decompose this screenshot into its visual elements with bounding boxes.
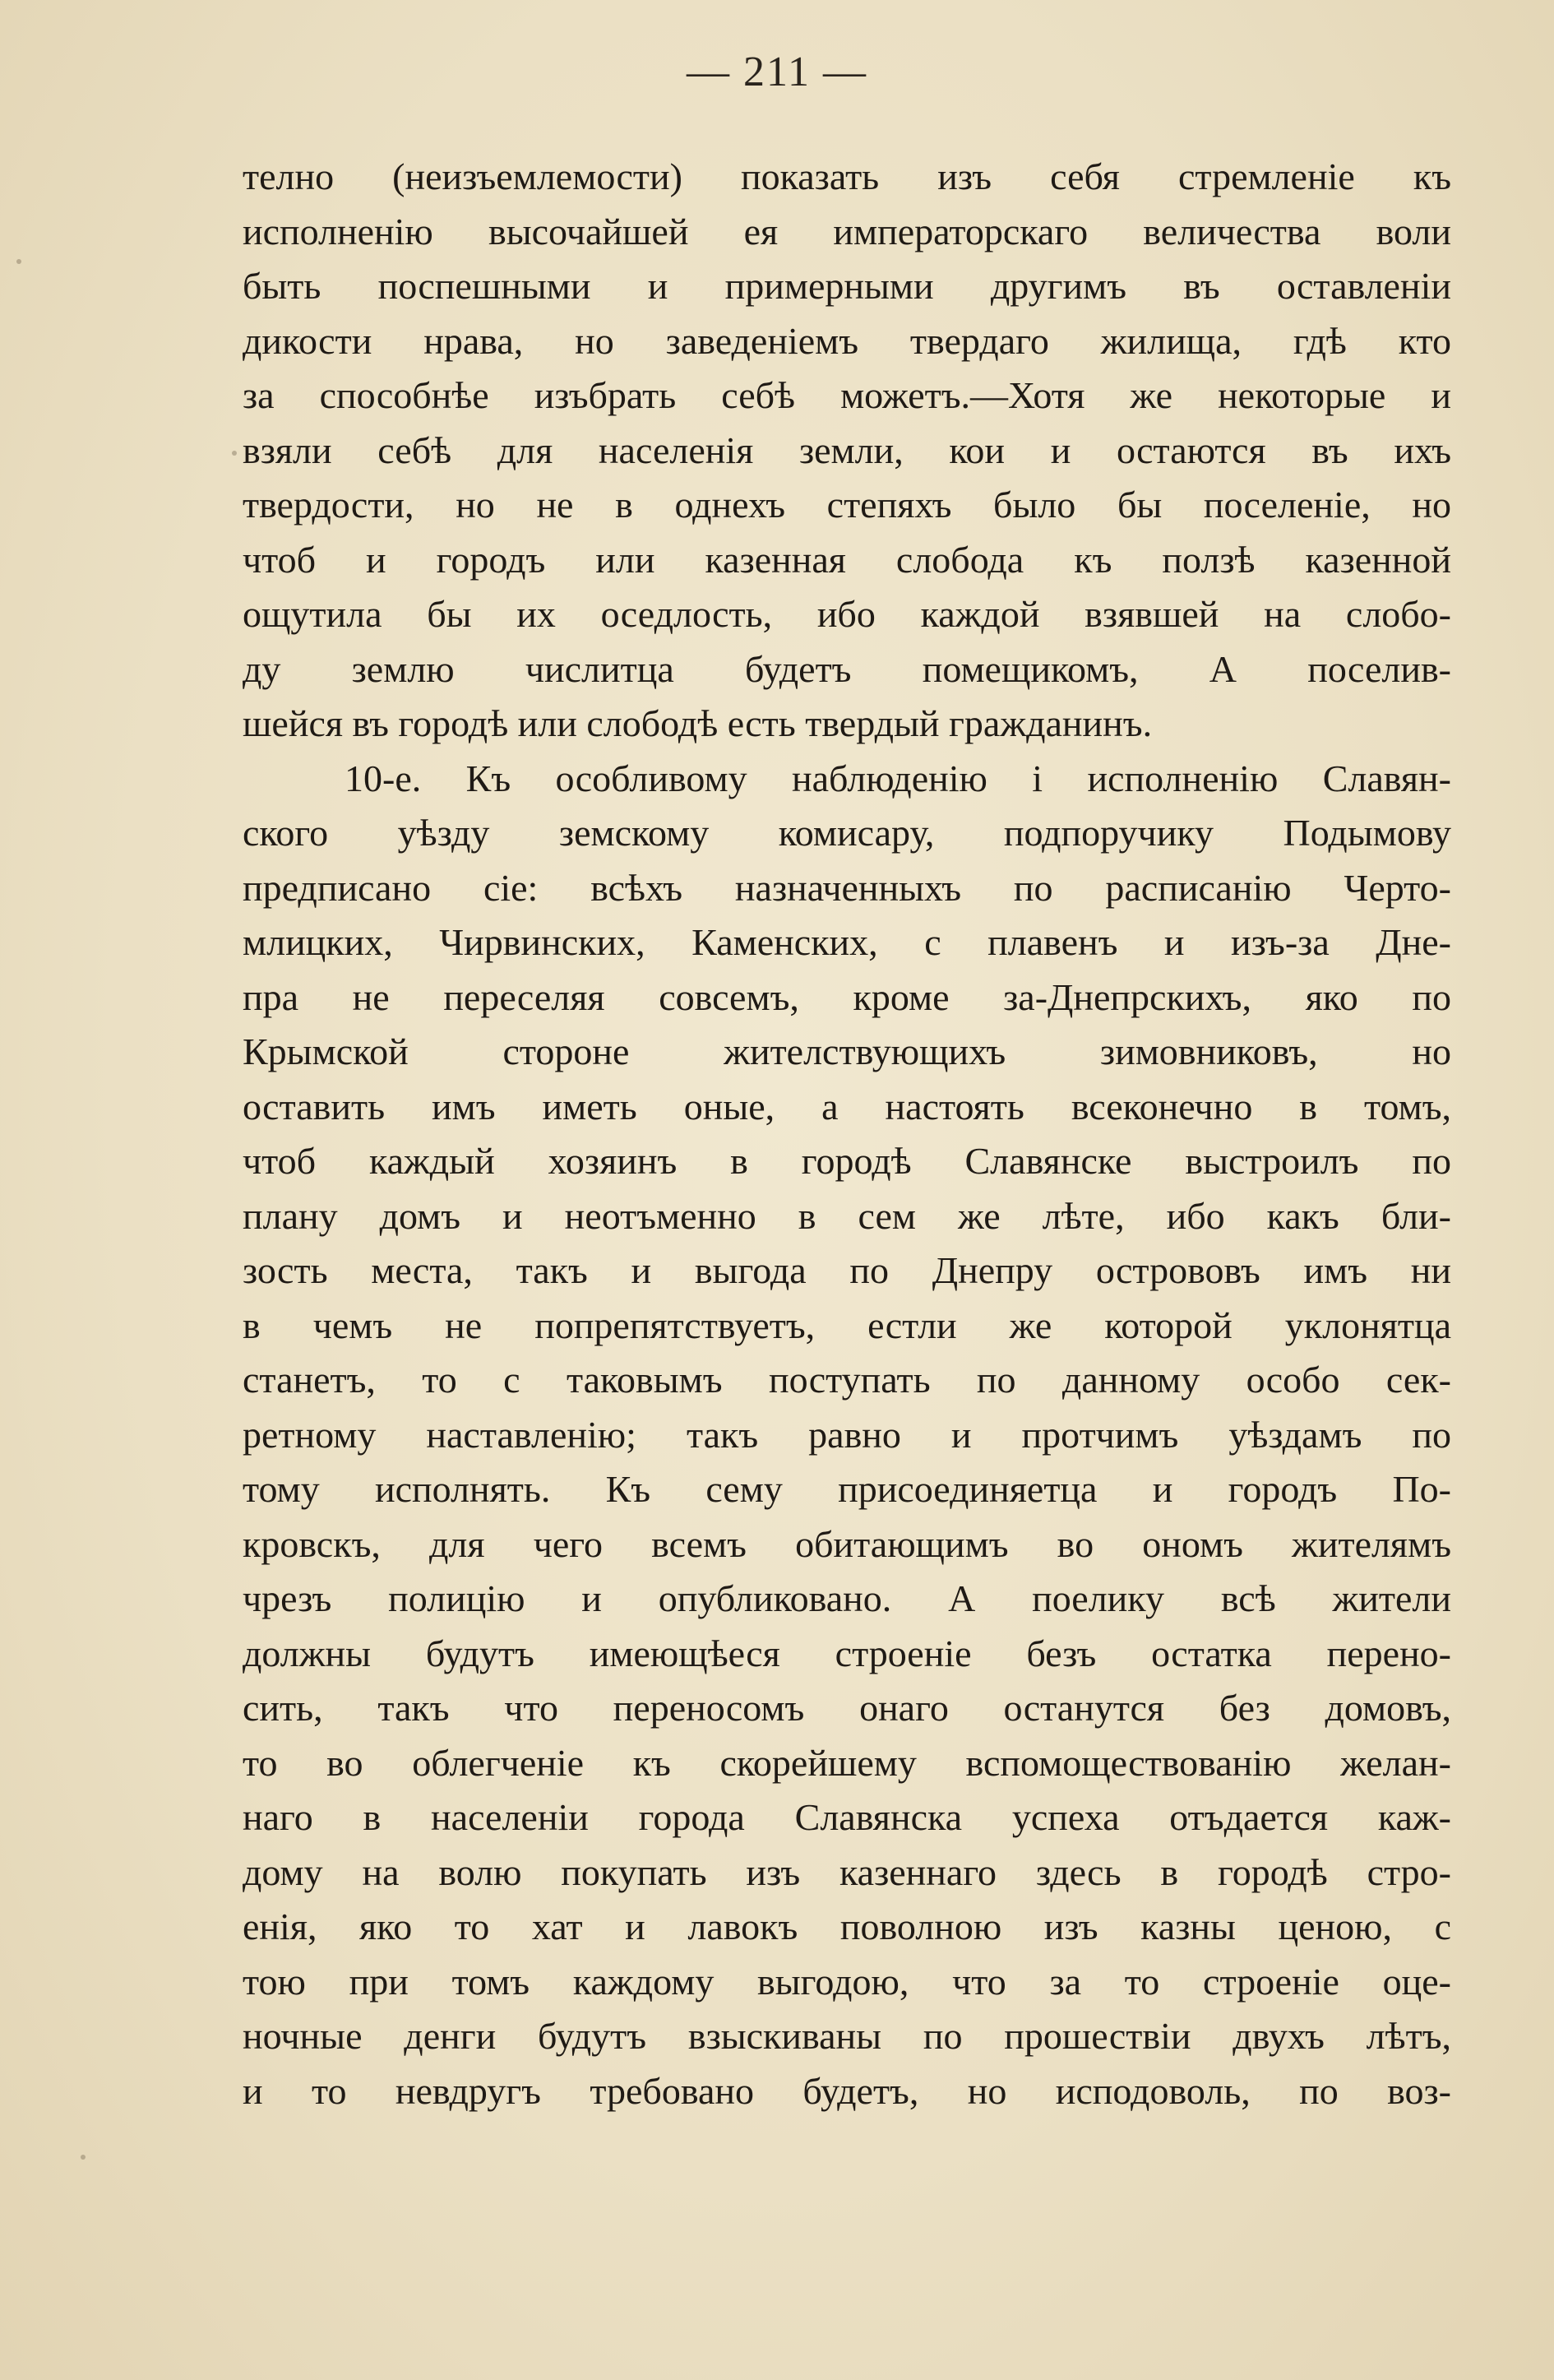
body-text (243, 150, 1451, 2118)
text-line: оставить имъ иметь оные, а настоять всеконечно в томъ, (243, 1085, 1451, 1127)
text-line: то во облегченіе къ скорейшему вспомоществованію желан- (243, 1741, 1451, 1784)
text-line: 10-е. Къ особливому наблюденію і исполненію Славян- (345, 757, 1451, 799)
text-line: дому на волю покупать изъ казеннаго здесь в городѣ стро- (243, 1850, 1451, 1893)
text-line: сить, такъ что переносомъ онаго останутся без домовъ, (243, 1687, 1451, 1729)
text-line: Крымской стороне жителствующихъ зимовниковъ, но (243, 1030, 1451, 1072)
text-line: шейся въ городѣ или слободѣ есть твердый гражданинъ. (243, 702, 1153, 744)
text-line: ретному наставленію; такъ равно и протчимъ уѣздамъ по (243, 1413, 1451, 1456)
text-line: енія, яко то хат и лавокъ поволною изъ казны ценою, с (243, 1905, 1451, 1947)
text-line: должны будутъ имеющѣеся строеніе безъ остатка перено- (243, 1632, 1451, 1674)
text-line: за способнѣе изъбрать себѣ можетъ.—Хотя же некоторые и (243, 374, 1451, 416)
text-line: пра не переселяя совсемъ, кроме за-Днепрскихъ, яко по (243, 975, 1451, 1018)
text-line: исполненію высочайшей ея императорскаго величества воли (243, 210, 1451, 252)
paper-speck (81, 2155, 86, 2160)
page-number: — 211 — (686, 49, 868, 95)
paper-speck (16, 259, 21, 264)
text-line: чтоб и городъ или казенная слобода къ ползѣ казенной (243, 538, 1451, 581)
paragraph-2 (243, 752, 1451, 2119)
text-line: дикости нрава, но заведеніемъ твердаго жилища, гдѣ кто (243, 319, 1451, 362)
text-line: и то невдругъ требовано будетъ, но исподоволь, по воз- (243, 2069, 1451, 2112)
text-line: наго в населеніи города Славянска успеха отъдается каж- (243, 1796, 1451, 1838)
text-line: чтоб каждый хозяинъ в городѣ Славянске выстроилъ по (243, 1140, 1451, 1182)
text-line: чрезъ полицію и опубликовано. А поелику всѣ жители (243, 1577, 1451, 1619)
text-line: ощутила бы их оседлость, ибо каждой взявшей на слобо- (243, 593, 1451, 635)
paragraph-1 (243, 150, 1451, 752)
text-line: кровскъ, для чего всемъ обитающимъ во ономъ жителямъ (243, 1522, 1451, 1565)
text-line: телно (неизъемлемости) показать изъ себя стремленіе къ (243, 155, 1451, 197)
text-line: твердости, но не в однехъ степяхъ было бы поселеніе, но (243, 484, 1451, 526)
text-line: ду землю числитца будетъ помещикомъ, А поселив- (243, 647, 1451, 690)
text-line: млицких, Чирвинских, Каменских, с плавенъ и изъ-за Дне- (243, 921, 1451, 963)
paper-speck (232, 451, 237, 456)
text-line: в чемъ не попрепятствуетъ, естли же которой уклонятца (243, 1303, 1451, 1346)
text-line: предписано сіе: всѣхъ назначенныхъ по расписанію Черто- (243, 866, 1451, 909)
text-line: станетъ, то с таковымъ поступать по данному особо сек- (243, 1359, 1451, 1401)
text-line: ночные денги будутъ взыскиваны по прошествіи двухъ лѣтъ, (243, 2015, 1451, 2057)
text-line: тому исполнять. Къ сему присоединяетца и городъ По- (243, 1468, 1451, 1510)
text-line: быть поспешными и примерными другимъ въ оставленіи (243, 265, 1451, 307)
text-line: ского уѣзду земскому комисару, подпоручику Подымову (243, 812, 1451, 854)
text-line: зость места, такъ и выгода по Днепру острововъ имъ ни (243, 1249, 1451, 1291)
text-line: взяли себѣ для населенія земли, кои и остаются въ ихъ (243, 428, 1451, 471)
text-line: плану домъ и неотъменно в сем же лѣте, ибо какъ бли- (243, 1194, 1451, 1237)
text-line: тою при томъ каждому выгодою, что за то строеніе оце- (243, 1960, 1451, 2003)
